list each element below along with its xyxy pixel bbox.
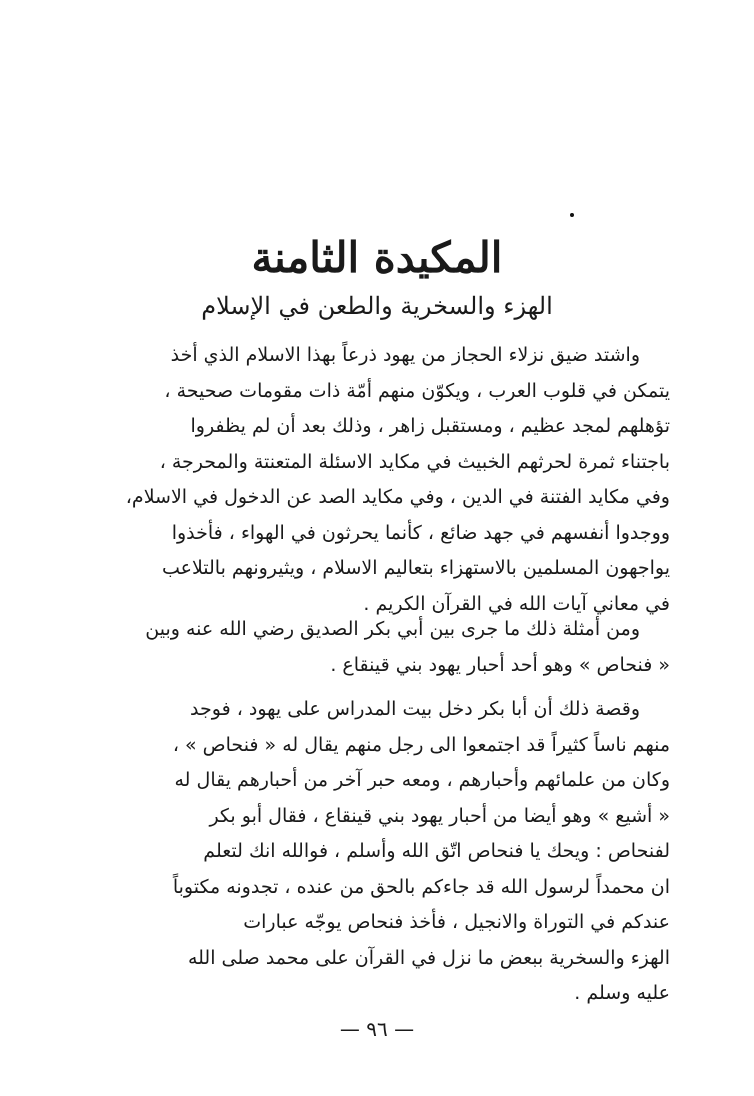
text-line: وقصة ذلك أن أبا بكر دخل بيت المدراس على يهود ، فوجد: [190, 698, 640, 720]
text-line: وفي مكايد الفتنة في الدين ، وفي مكايد الصد عن الدخول في الاسلام،: [125, 486, 670, 508]
text-line: ان محمداً لرسول الله قد جاءكم بالحق من عنده ، تجدونه مكتوباً: [172, 875, 670, 898]
text-line: « أشيع » وهو أيضا من أحبار يهود بني قينقاع ، فقال أبو بكر: [209, 804, 670, 827]
text-line: يتمكن في قلوب العرب ، ويكوّن منهم أمّة ذات مقومات صحيحة ،: [164, 379, 670, 402]
text-line: واشتد ضيق نزلاء الحجاز من يهود ذرعاً بهذا الاسلام الذي أخذ: [170, 344, 640, 366]
text-line: منهم ناساً كثيراً قد اجتمعوا الى رجل منهم يقال له « فنحاص » ،: [172, 733, 670, 756]
chapter-subtitle: الهزء والسخرية والطعن في الإسلام: [201, 292, 553, 320]
text-line: ووجدوا أنفسهم في جهد ضائع ، كأنما يحرثون في الهواء ، فأخذوا: [171, 521, 670, 544]
page-number: — ٩٦ —: [339, 1017, 415, 1041]
paragraph-3: [70, 692, 670, 1012]
text-line: عندكم في التوراة والانجيل ، فأخذ فنحاص يوجّه عبارات: [243, 911, 670, 933]
text-line: لفنحاص : ويحك يا فنحاص اتّق الله وأسلم ، فوالله انك لتعلم: [203, 840, 670, 862]
ink-dot: [570, 213, 574, 217]
text-line: « فنحاص » وهو أحد أحبار يهود بني قينقاع .: [330, 653, 670, 676]
text-line: باجتناء ثمرة لحرثهم الخبيث في مكايد الاسئلة المتعنتة والمحرجة ،: [159, 450, 670, 473]
text-line: يواجهون المسلمين بالاستهزاء بتعاليم الاسلام ، ويثيرونهم بالتلاعب: [161, 557, 670, 579]
text-line: في معاني آيات الله في القرآن الكريم .: [363, 592, 670, 615]
text-line: الهزء والسخرية ببعض ما نزل في القرآن على محمد صلى الله: [187, 946, 670, 969]
text-line: وكان من علمائهم وأحبارهم ، ومعه حبر آخر من أحبارهم يقال له: [174, 769, 670, 791]
text-line: ومن أمثلة ذلك ما جرى بين أبي بكر الصديق رضي الله عنه وبين: [145, 618, 640, 640]
paragraph-2: [70, 612, 670, 683]
text-line: عليه وسلم .: [574, 982, 670, 1004]
text-line: تؤهلهم لمجد عظيم ، ومستقبل زاهر ، وذلك بعد أن لم يظفروا: [190, 415, 670, 437]
paragraph-1: [70, 338, 670, 622]
chapter-title: المكيدة الثامنة: [251, 233, 503, 282]
